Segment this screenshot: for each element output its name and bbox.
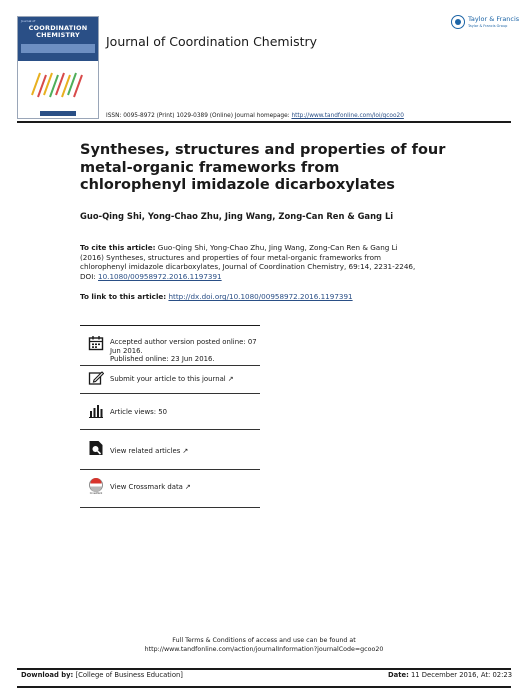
info-divider [80, 429, 260, 430]
info-divider [80, 507, 260, 508]
date-label: Date: [388, 671, 409, 679]
download-institution: [College of Business Education] [75, 671, 183, 679]
publisher-name: Taylor & Francis [468, 15, 520, 23]
terms-url[interactable]: http://www.tandfonline.com/action/journalInformation?journalCode=gcoo20 [144, 645, 384, 653]
download-info [21, 671, 183, 679]
related-label: View related articles [110, 447, 181, 455]
cover-title-line2: CHEMISTRY [36, 31, 80, 39]
article-views: Article views: 50 [110, 408, 168, 416]
publisher-logo-icon [451, 15, 465, 29]
terms-line-1: Full Terms & Conditions of access and use can be found at [172, 637, 356, 644]
download-label: Download by: [21, 671, 74, 679]
submit-article-link[interactable] [110, 375, 234, 384]
external-link-icon: ↗ [184, 483, 191, 491]
info-divider [80, 469, 260, 470]
crossmark-badge-label: CrossMark [89, 491, 103, 494]
issn-text: ISSN: 0095-8972 (Print) 1029-0389 (Online) Journal homepage: [106, 113, 290, 119]
download-date [388, 671, 512, 679]
cover-artwork [28, 65, 88, 105]
publisher-subtitle: Taylor & Francis Group [468, 24, 508, 28]
related-articles-link[interactable] [110, 447, 188, 456]
cite-label: To cite this article: [80, 243, 156, 252]
cover-top-text: Journal of [21, 19, 36, 23]
article-authors: Guo-Qing Shi, Yong-Chao Zhu, Jing Wang, Zong-Can Ren & Gang Li [80, 211, 394, 221]
related-articles-icon [88, 440, 104, 456]
external-link-icon: ↗ [227, 375, 234, 383]
issn-line [106, 113, 404, 119]
cover-footer-band [40, 111, 76, 116]
citation-block [80, 243, 420, 281]
terms-notice [0, 637, 528, 654]
edit-icon [88, 370, 104, 386]
date-value: 11 December 2016, At: 02:23 [410, 671, 513, 679]
permalink-block [80, 292, 353, 301]
journal-homepage-link[interactable]: http://www.tandfonline.com/loi/gcoo20 [291, 113, 404, 119]
published-date: Published online: 23 Jun 2016. [110, 355, 215, 364]
external-link-icon: ↗ [182, 447, 189, 455]
header-divider [17, 121, 511, 123]
doi-link[interactable]: 10.1080/00958972.2016.1197391 [98, 271, 222, 281]
publisher-logo [451, 14, 520, 34]
info-divider [80, 393, 260, 394]
link-label: To link to this article: [80, 292, 167, 301]
info-top-rule [80, 325, 260, 326]
submit-label: Submit your article to this journal [110, 375, 226, 383]
article-permalink[interactable]: http://dx.doi.org/10.1080/00958972.2016.1197391 [168, 292, 353, 301]
publication-dates [110, 338, 260, 364]
bar-chart-icon [88, 403, 104, 419]
cite-text: Guo-Qing Shi, Yong-Chao Zhu, Jing Wang, Zong-Can Ren & Gang Li (2016) Syntheses, structures and properties of four metal-organic frameworks from chlorophenyl imidazole dicarboxylates, Journal of Coordination Chemistry, 69:14, 2231-2246, DOI: [80, 243, 416, 281]
crossmark-link[interactable] [110, 483, 191, 492]
journal-cover-image [17, 16, 99, 119]
cover-title-line1: COORDINATION [28, 24, 88, 32]
article-title: Syntheses, structures and properties of four metal-organic frameworks from chlorophenyl imidazole dicarboxylates [80, 142, 446, 193]
crossmark-icon [88, 478, 104, 494]
accepted-date: Accepted author version posted online: 07 Jun 2016. [110, 338, 257, 355]
journal-title: Journal of Coordination Chemistry [106, 34, 318, 49]
crossmark-label: View Crossmark data [110, 483, 183, 491]
cover-subband [21, 44, 95, 53]
calendar-icon [88, 335, 104, 351]
info-divider [80, 365, 260, 366]
